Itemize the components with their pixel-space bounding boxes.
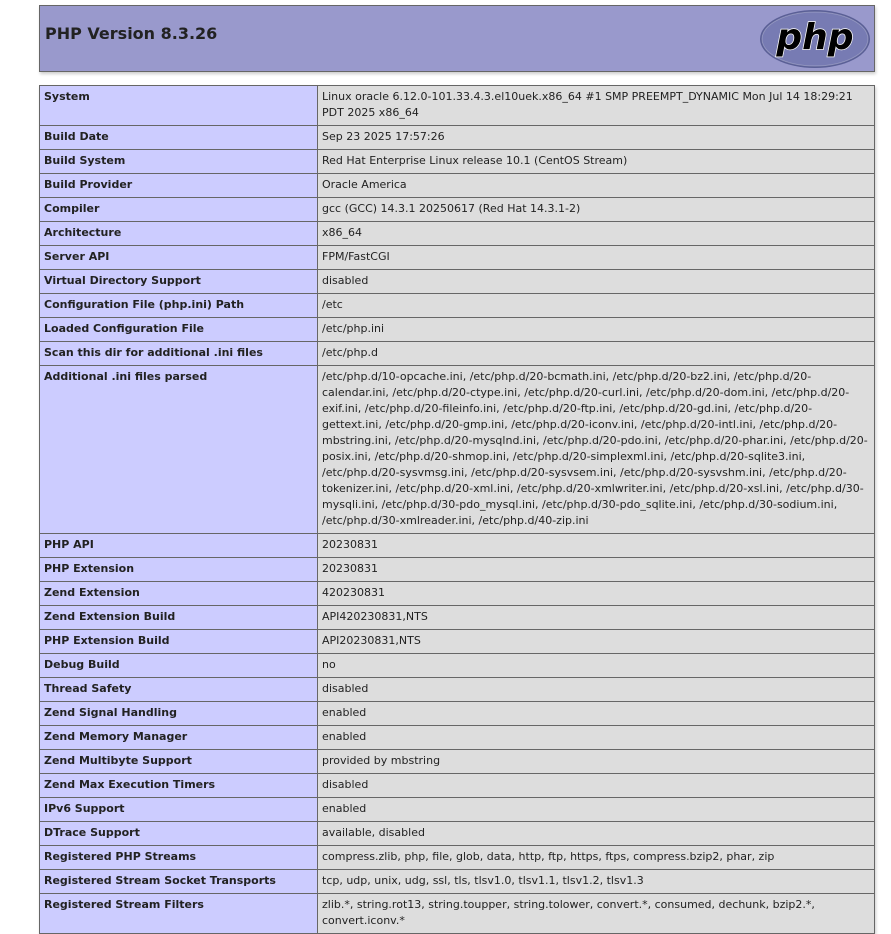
table-row xyxy=(40,86,875,126)
table-row xyxy=(40,294,875,318)
table-row xyxy=(40,582,875,606)
row-value: compress.zlib, php, file, glob, data, http, ftp, https, ftps, compress.bzip2, phar, zip xyxy=(318,846,875,870)
row-key: Build Date xyxy=(40,126,318,150)
row-key: DTrace Support xyxy=(40,822,318,846)
row-key: PHP API xyxy=(40,534,318,558)
row-key: Architecture xyxy=(40,222,318,246)
row-value: /etc/php.d xyxy=(318,342,875,366)
table-row xyxy=(40,678,875,702)
row-key: IPv6 Support xyxy=(40,798,318,822)
row-value: enabled xyxy=(318,702,875,726)
row-value: /etc xyxy=(318,294,875,318)
row-value: enabled xyxy=(318,798,875,822)
row-key: PHP Extension xyxy=(40,558,318,582)
row-value: zlib.*, string.rot13, string.toupper, string.tolower, convert.*, consumed, dechunk, bzip2.*, convert.iconv.* xyxy=(318,894,875,934)
row-value: gcc (GCC) 14.3.1 20250617 (Red Hat 14.3.1-2) xyxy=(318,198,875,222)
table-row xyxy=(40,558,875,582)
row-value: Oracle America xyxy=(318,174,875,198)
row-value: API20230831,NTS xyxy=(318,630,875,654)
table-row xyxy=(40,342,875,366)
row-key: Registered Stream Socket Transports xyxy=(40,870,318,894)
table-row xyxy=(40,750,875,774)
table-row xyxy=(40,870,875,894)
version-header xyxy=(39,5,875,72)
page-title: PHP Version 8.3.26 xyxy=(45,24,218,43)
table-row xyxy=(40,318,875,342)
row-value: /etc/php.ini xyxy=(318,318,875,342)
table-row xyxy=(40,222,875,246)
table-row xyxy=(40,798,875,822)
row-value: /etc/php.d/10-opcache.ini, /etc/php.d/20-bcmath.ini, /etc/php.d/20-bz2.ini, /etc/php.d/20-calendar.ini, /etc/php.d/20-ctype.ini, /etc/php.d/20-curl.ini, /etc/php.d/20-dom.ini, /etc/php.d/20-exif.ini, /etc/php.d/20-fileinfo.ini, /etc/php.d/20-ftp.ini, /etc/php.d/20-gd.ini, /etc/php.d/20-gettext.ini, /etc/php.d/20-gmp.ini, /etc/php.d/20-iconv.ini, /etc/php.d/20-intl.ini, /etc/php.d/20-mbstring.ini, /etc/php.d/20-mysqlnd.ini, /etc/php.d/20-pdo.ini, /etc/php.d/20-phar.ini, /etc/php.d/20-posix.ini, /etc/php.d/20-shmop.ini, /etc/php.d/20-simplexml.ini, /etc/php.d/20-sqlite3.ini, /etc/php.d/20-sysvmsg.ini, /etc/php.d/20-sysvsem.ini, /etc/php.d/20-sysvshm.ini, /etc/php.d/20-tokenizer.ini, /etc/php.d/20-xml.ini, /etc/php.d/20-xmlwriter.ini, /etc/php.d/20-xsl.ini, /etc/php.d/30-mysqli.ini, /etc/php.d/30-pdo_mysql.ini, /etc/php.d/30-pdo_sqlite.ini, /etc/php.d/30-sodium.ini, /etc/php.d/30-xmlreader.ini, /etc/php.d/40-zip.ini xyxy=(318,366,875,534)
row-key: Zend Memory Manager xyxy=(40,726,318,750)
table-row xyxy=(40,174,875,198)
row-key: Registered PHP Streams xyxy=(40,846,318,870)
row-key: Scan this dir for additional .ini files xyxy=(40,342,318,366)
row-key: Loaded Configuration File xyxy=(40,318,318,342)
row-value: 20230831 xyxy=(318,558,875,582)
table-row xyxy=(40,774,875,798)
row-key: Compiler xyxy=(40,198,318,222)
table-row xyxy=(40,150,875,174)
php-logo-text: php xyxy=(776,17,854,58)
row-key: Debug Build xyxy=(40,654,318,678)
row-key: Virtual Directory Support xyxy=(40,270,318,294)
row-key: Build Provider xyxy=(40,174,318,198)
table-row xyxy=(40,822,875,846)
row-value: enabled xyxy=(318,726,875,750)
row-key: Thread Safety xyxy=(40,678,318,702)
table-row xyxy=(40,702,875,726)
row-value: disabled xyxy=(318,270,875,294)
table-row xyxy=(40,726,875,750)
table-row xyxy=(40,534,875,558)
table-row xyxy=(40,894,875,934)
row-value: Linux oracle 6.12.0-101.33.4.3.el10uek.x86_64 #1 SMP PREEMPT_DYNAMIC Mon Jul 14 18:29:21 PDT 2025 x86_64 xyxy=(318,86,875,126)
row-key: System xyxy=(40,86,318,126)
table-row xyxy=(40,846,875,870)
table-row xyxy=(40,198,875,222)
table-row xyxy=(40,606,875,630)
row-key: Zend Extension xyxy=(40,582,318,606)
row-value: provided by mbstring xyxy=(318,750,875,774)
row-key: Registered Stream Filters xyxy=(40,894,318,934)
php-logo[interactable] xyxy=(759,9,871,69)
row-key: Zend Max Execution Timers xyxy=(40,774,318,798)
row-key: Zend Extension Build xyxy=(40,606,318,630)
phpinfo-page xyxy=(39,5,875,934)
row-value: available, disabled xyxy=(318,822,875,846)
row-key: Zend Signal Handling xyxy=(40,702,318,726)
row-value: x86_64 xyxy=(318,222,875,246)
row-value: Sep 23 2025 17:57:26 xyxy=(318,126,875,150)
row-value: no xyxy=(318,654,875,678)
table-row xyxy=(40,270,875,294)
row-key: Build System xyxy=(40,150,318,174)
row-key: Zend Multibyte Support xyxy=(40,750,318,774)
row-value: Red Hat Enterprise Linux release 10.1 (CentOS Stream) xyxy=(318,150,875,174)
row-value: API420230831,NTS xyxy=(318,606,875,630)
table-row xyxy=(40,654,875,678)
row-value: FPM/FastCGI xyxy=(318,246,875,270)
table-row xyxy=(40,630,875,654)
row-value: tcp, udp, unix, udg, ssl, tls, tlsv1.0, tlsv1.1, tlsv1.2, tlsv1.3 xyxy=(318,870,875,894)
row-value: disabled xyxy=(318,774,875,798)
row-key: Configuration File (php.ini) Path xyxy=(40,294,318,318)
row-value: 20230831 xyxy=(318,534,875,558)
row-key: Server API xyxy=(40,246,318,270)
row-key: Additional .ini files parsed xyxy=(40,366,318,534)
row-value: disabled xyxy=(318,678,875,702)
row-value: 420230831 xyxy=(318,582,875,606)
info-table xyxy=(39,85,875,934)
table-row xyxy=(40,246,875,270)
table-row xyxy=(40,126,875,150)
table-row xyxy=(40,366,875,534)
row-key: PHP Extension Build xyxy=(40,630,318,654)
